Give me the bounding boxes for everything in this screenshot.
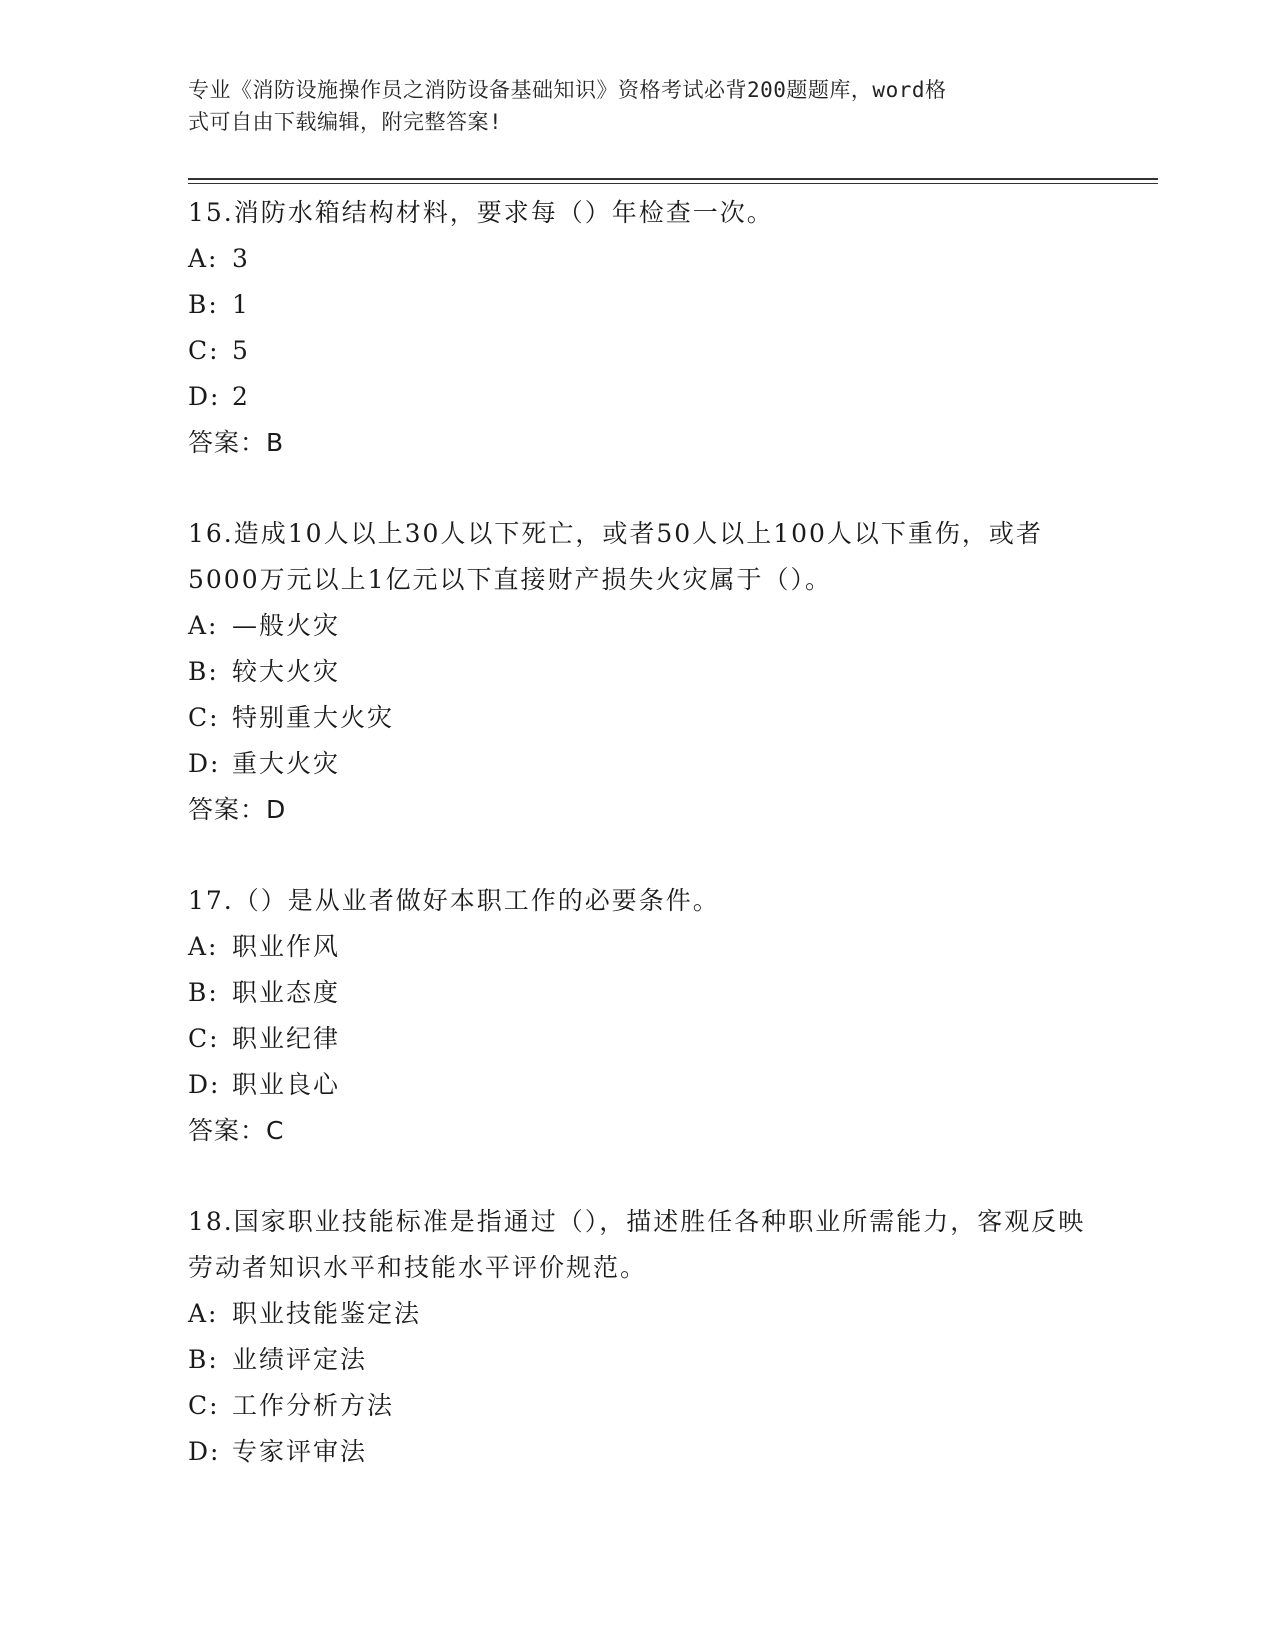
- option-value: 职业作风: [232, 932, 341, 961]
- header-line-2: 式可自由下载编辑，附完整答案!: [188, 110, 503, 134]
- option-key: D:: [188, 749, 221, 778]
- option-value: 2: [232, 382, 250, 411]
- option-key: D:: [188, 1437, 221, 1466]
- option-key: B:: [188, 657, 219, 686]
- option-c: [188, 1383, 1088, 1429]
- question-17: [188, 878, 1088, 1154]
- answer-text: 答案：D: [188, 795, 287, 824]
- option-value: 较大火灾: [232, 657, 341, 686]
- option-value: 专家评审法: [232, 1437, 368, 1466]
- question-text: 18.国家职业技能标准是指通过（），描述胜任各种职业所需能力，客观反映劳动者知识水平和技能水平评价规范。: [188, 1207, 1086, 1282]
- option-key: A:: [188, 244, 219, 273]
- option-key: B:: [188, 290, 219, 319]
- option-key: A:: [188, 1299, 219, 1328]
- option-value: 特别重大火灾: [232, 703, 395, 732]
- option-c: [188, 1016, 1088, 1062]
- option-key: C:: [188, 336, 220, 365]
- option-d: [188, 1429, 1088, 1475]
- option-key: A:: [188, 611, 219, 640]
- option-d: [188, 374, 1088, 420]
- option-b: [188, 1337, 1088, 1383]
- option-b: [188, 649, 1088, 695]
- header-line-1: 专业《消防设施操作员之消防设备基础知识》资格考试必背200题题库，word格: [188, 78, 947, 102]
- option-key: A:: [188, 932, 219, 961]
- option-key: B:: [188, 978, 219, 1007]
- answer-text: 答案：B: [188, 428, 285, 457]
- option-value: 1: [232, 290, 250, 319]
- question-text: 16.造成10人以上30人以下死亡，或者50人以上100人以下重伤，或者5000万元以上1亿元以下直接财产损失火灾属于（）。: [188, 519, 1043, 594]
- option-b: [188, 970, 1088, 1016]
- option-value: 职业良心: [232, 1070, 341, 1099]
- option-d: [188, 741, 1088, 787]
- option-a: [188, 236, 1088, 282]
- option-a: [188, 924, 1088, 970]
- option-value: 业绩评定法: [232, 1345, 368, 1374]
- option-d: [188, 1062, 1088, 1108]
- option-c: [188, 328, 1088, 374]
- question-text: 15.消防水箱结构材料，要求每（）年检查一次。: [188, 198, 774, 227]
- question-text: 17.（）是从业者做好本职工作的必要条件。: [188, 886, 720, 915]
- option-key: D:: [188, 1070, 221, 1099]
- option-value: 职业态度: [232, 978, 341, 1007]
- header-divider: [188, 178, 1158, 184]
- answer-text: 答案：C: [188, 1116, 285, 1145]
- option-value: —般火灾: [232, 611, 341, 640]
- document-header: [188, 74, 1068, 138]
- question-18: [188, 1199, 1088, 1475]
- question-list: [188, 190, 1088, 1520]
- option-value: 职业纪律: [232, 1024, 341, 1053]
- option-a: [188, 1291, 1088, 1337]
- option-value: 工作分析方法: [232, 1391, 395, 1420]
- option-key: C:: [188, 1024, 220, 1053]
- option-value: 职业技能鉴定法: [232, 1299, 422, 1328]
- option-key: C:: [188, 1391, 220, 1420]
- option-b: [188, 282, 1088, 328]
- option-value: 重大火灾: [232, 749, 341, 778]
- option-c: [188, 695, 1088, 741]
- option-value: 3: [232, 244, 250, 273]
- option-key: B:: [188, 1345, 219, 1374]
- question-16: [188, 511, 1088, 833]
- option-a: [188, 603, 1088, 649]
- question-15: [188, 190, 1088, 466]
- option-key: D:: [188, 382, 221, 411]
- option-key: C:: [188, 703, 220, 732]
- option-value: 5: [232, 336, 250, 365]
